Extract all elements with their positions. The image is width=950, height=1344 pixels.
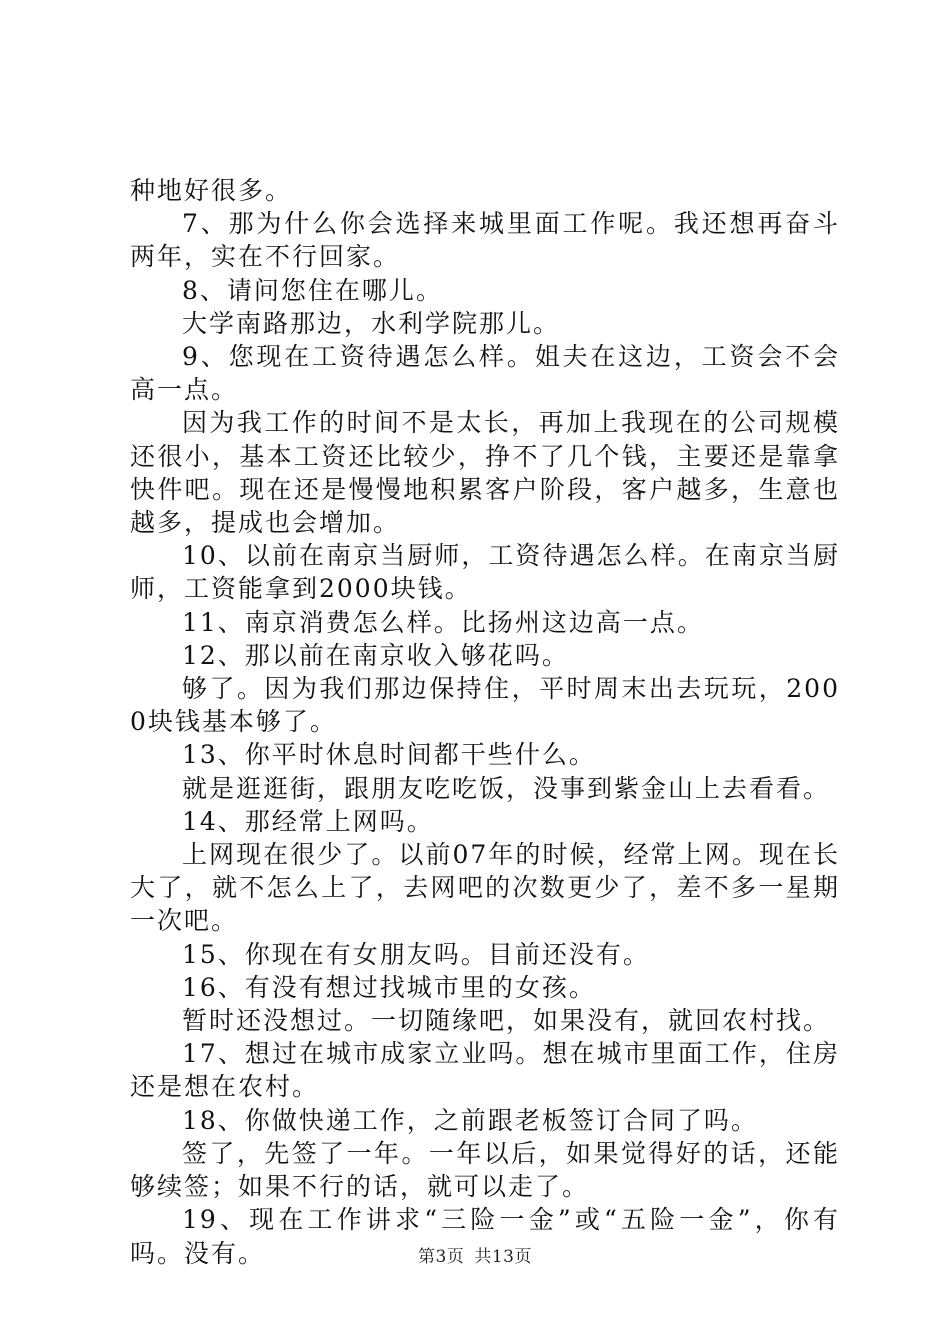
paragraph: 18、你做快递工作，之前跟老板签订合同了吗。: [182, 1105, 758, 1135]
page-total: 共13页: [474, 1247, 532, 1267]
body-text: [130, 174, 840, 1270]
paragraph: 因为我工作的时间不是太长，再加上我现在的公司规模还很小，基本工资还比较少，挣不了几个钱，主要还是靠拿快件吧。现在还是慢慢地积累客户阶段，客户越多，生意也越多，提成也会增加。: [130, 408, 840, 538]
paragraph: 签了，先签了一年。一年以后，如果觉得好的话，还能够续签；如果不行的话，就可以走了。: [130, 1138, 840, 1202]
paragraph: 15、你现在有女朋友吗。目前还没有。: [182, 939, 650, 969]
page-number: 第3页: [418, 1247, 465, 1267]
paragraph: 10、以前在南京当厨师，工资待遇怎么样。在南京当厨师，工资能拿到2000块钱。: [130, 541, 840, 604]
paragraph: 就是逛逛街，跟朋友吃吃饭，没事到紫金山上去看看。: [182, 773, 831, 803]
paragraph: 16、有没有想过找城市里的女孩。: [182, 972, 596, 1002]
paragraph: 13、你平时休息时间都干些什么。: [182, 740, 596, 770]
paragraph: 11、南京消费怎么样。比扬州这边高一点。: [182, 607, 704, 637]
paragraph: 够了。因为我们那边保持住，平时周末出去玩玩，2000块钱基本够了。: [130, 674, 840, 737]
paragraph: 9、您现在工资待遇怎么样。姐夫在这边，工资会不会高一点。: [130, 342, 840, 405]
paragraph: 大学南路那边，水利学院那儿。: [182, 308, 561, 338]
paragraph: 17、想过在城市成家立业吗。想在城市里面工作，住房还是想在农村。: [130, 1039, 840, 1102]
paragraph: 14、那经常上网吗。: [182, 806, 434, 836]
paragraph: 种地好很多。: [130, 176, 293, 205]
paragraph: 12、那以前在南京收入够花吗。: [182, 640, 569, 670]
paragraph: 暂时还没想过。一切随缘吧，如果没有，就回农村找。: [182, 1006, 831, 1036]
paragraph: 19、现在工作讲求“三险一金”或“五险一金”，你有吗。没有。: [130, 1205, 840, 1268]
paragraph: 8、请问您住在哪儿。: [182, 275, 443, 305]
page-footer: [0, 1242, 950, 1267]
paragraph: 上网现在很少了。以前07年的时候，经常上网。现在长大了，就不怎么上了，去网吧的次数更少了，差不多一星期一次吧。: [130, 840, 840, 936]
paragraph: 7、那为什么你会选择来城里面工作呢。我还想再奋斗两年，实在不行回家。: [130, 209, 840, 272]
